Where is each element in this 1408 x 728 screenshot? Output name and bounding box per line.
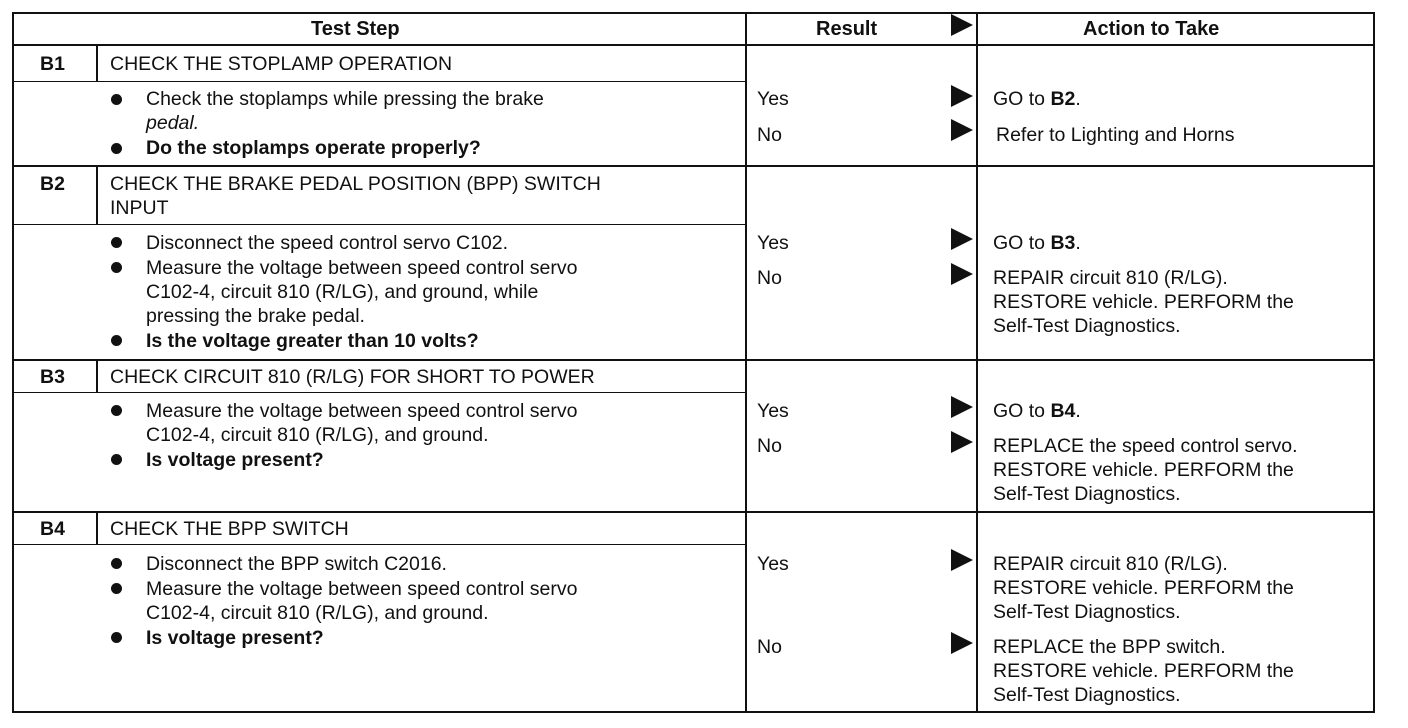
bullet-text: Disconnect the BPP switch C2016. (146, 553, 447, 575)
bullet-text: pedal. (146, 112, 200, 134)
bullet-text: Measure the voltage between speed control servo (146, 400, 578, 422)
bullet-text: Measure the voltage between speed control servo (146, 257, 578, 279)
bullet-icon (111, 632, 122, 643)
action-text: RESTORE vehicle. PERFORM the (993, 577, 1294, 599)
result-no: No (757, 435, 782, 457)
bullet-icon (111, 262, 122, 273)
bullet-text: Disconnect the speed control servo C102. (146, 232, 509, 254)
arrow-icon (951, 263, 973, 285)
arrow-icon (951, 549, 973, 571)
id-divider (96, 44, 98, 82)
header-arrow-icon (951, 14, 973, 36)
step-title: CHECK THE BRAKE PEDAL POSITION (BPP) SWITCH (110, 173, 601, 195)
action-text: Self-Test Diagnostics. (993, 483, 1181, 505)
id-divider (96, 165, 98, 225)
bullet-icon (111, 583, 122, 594)
step-title: INPUT (110, 197, 169, 219)
arrow-icon (951, 85, 973, 107)
action-text: Self-Test Diagnostics. (993, 601, 1181, 623)
bullet-text: C102-4, circuit 810 (R/LG), and ground. (146, 602, 489, 624)
result-yes: Yes (757, 232, 789, 254)
result-no: No (757, 267, 782, 289)
header-result: Result (816, 18, 878, 40)
action-text: Self-Test Diagnostics. (993, 315, 1181, 337)
arrow-icon (951, 632, 973, 654)
step-id: B2 (40, 173, 65, 195)
arrow-icon (951, 119, 973, 141)
action-text: REPAIR circuit 810 (R/LG). (993, 267, 1228, 289)
bullet-icon (111, 454, 122, 465)
step-title: CHECK THE BPP SWITCH (110, 518, 349, 540)
title-underline (12, 224, 747, 225)
bullet-icon (111, 143, 122, 154)
step-id: B1 (40, 53, 65, 75)
bullet-icon (111, 237, 122, 248)
bullet-icon (111, 94, 122, 105)
result-no: No (757, 124, 782, 146)
header-test-step: Test Step (311, 18, 400, 40)
column-divider-action (976, 12, 978, 713)
action-text: RESTORE vehicle. PERFORM the (993, 660, 1294, 682)
action-text: Self-Test Diagnostics. (993, 684, 1181, 706)
title-underline (12, 544, 747, 545)
header-divider (12, 44, 1375, 46)
bullet-question: Do the stoplamps operate properly? (146, 137, 481, 159)
action-text: REPLACE the BPP switch. (993, 636, 1226, 658)
action-text: RESTORE vehicle. PERFORM the (993, 291, 1294, 313)
bullet-text: C102-4, circuit 810 (R/LG), and ground, while (146, 281, 539, 303)
action-text: GO to B2. (993, 88, 1081, 110)
row-divider (12, 359, 1375, 361)
title-underline (12, 392, 747, 393)
bullet-question: Is the voltage greater than 10 volts? (146, 330, 479, 352)
action-text: REPLACE the speed control servo. (993, 435, 1298, 457)
action-text: Refer to Lighting and Horns (996, 124, 1235, 146)
result-no: No (757, 636, 782, 658)
result-yes: Yes (757, 88, 789, 110)
bullet-icon (111, 335, 122, 346)
bullet-question: Is voltage present? (146, 449, 324, 471)
result-yes: Yes (757, 553, 789, 575)
action-text: REPAIR circuit 810 (R/LG). (993, 553, 1228, 575)
bullet-icon (111, 405, 122, 416)
bullet-icon (111, 558, 122, 569)
bullet-text: Check the stoplamps while pressing the brake (146, 88, 544, 110)
step-title: CHECK CIRCUIT 810 (R/LG) FOR SHORT TO POWER (110, 366, 595, 388)
action-text: GO to B3. (993, 232, 1081, 254)
column-divider-result (745, 12, 747, 713)
action-text: RESTORE vehicle. PERFORM the (993, 459, 1294, 481)
bullet-text: C102-4, circuit 810 (R/LG), and ground. (146, 424, 489, 446)
step-id: B4 (40, 518, 65, 540)
id-divider (96, 359, 98, 393)
arrow-icon (951, 228, 973, 250)
row-divider (12, 511, 1375, 513)
id-divider (96, 511, 98, 545)
action-text: GO to B4. (993, 400, 1081, 422)
step-id: B3 (40, 366, 65, 388)
arrow-icon (951, 431, 973, 453)
bullet-text: Measure the voltage between speed control servo (146, 578, 578, 600)
bullet-question: Is voltage present? (146, 627, 324, 649)
row-divider (12, 165, 1375, 167)
arrow-icon (951, 396, 973, 418)
bullet-text: pressing the brake pedal. (146, 305, 365, 327)
title-underline (12, 81, 747, 82)
step-title: CHECK THE STOPLAMP OPERATION (110, 53, 453, 75)
result-yes: Yes (757, 400, 789, 422)
header-action: Action to Take (1083, 18, 1220, 40)
